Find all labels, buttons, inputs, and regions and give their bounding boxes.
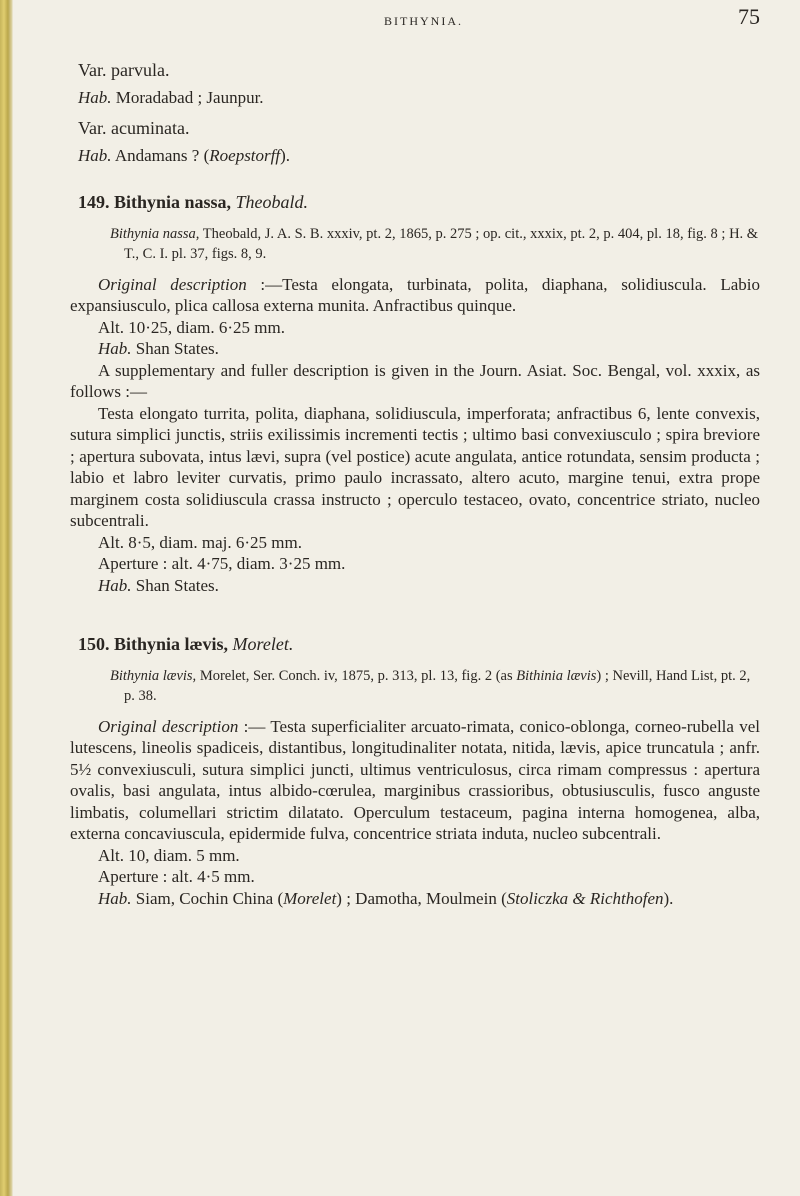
variety-heading-acuminata: Var. acuminata. (78, 118, 190, 138)
species-number: 149. (78, 192, 110, 212)
habitat-2-149 (98, 575, 760, 597)
orig-label: Original description (98, 716, 239, 736)
hab-end: ). (280, 145, 291, 165)
species-heading-150 (78, 634, 760, 656)
habitat-150 (98, 888, 760, 910)
original-description-149 (70, 274, 760, 317)
hab-text-2: ) ; Damotha, Moulmein ( (336, 888, 507, 908)
latin-description-149: Testa elongato turrita, polita, diaphana, solidiuscula, imperforata; anfractibus 6, lente convexis, sutura simplici junctis, striis exilissimis incrementi tectis ; ultimo basi convexiusculo ; spira breviore ; apertura subovata, intus lævi, supra (vel postice) acute angulata, antice rotundata, sensim producta ; labio et labro leviter curvatis, primo paulo incrassato, altero acuto, margine tenui, extra prope marginem costa solidiuscula crassa instructo ; operculo testaceo, ovato, concentrice striato, nucleo subcentrali. (70, 403, 760, 530)
syn-text: Theobald, J. A. S. B. xxxiv, pt. 2, 1865, p. 275 ; op. cit., xxxix, pt. 2, p. 404, pl. 18, fig. 8 ; H. & T., C. I. pl. 37, figs. 8, 9. (124, 225, 759, 262)
species-number: 150. (78, 634, 110, 654)
dimensions-2-149: Alt. 8·5, diam. maj. 6·25 mm. (98, 532, 302, 552)
species-name: Bithynia lævis, (114, 634, 229, 654)
hab-label: Hab. (98, 888, 132, 908)
orig-text: :—Testa elongata, turbinata, polita, diaphana, solidiuscula. Labio expansiusculo, plica callosa externa munita. Anfractibus quinque. (70, 274, 760, 315)
syn-name: Bithynia lævis, (110, 667, 197, 684)
hab-label: Hab. (98, 575, 132, 595)
running-title: BITHYNIA. (384, 14, 463, 28)
orig-text: :— Testa superficialiter arcuato-rimata, conico-oblonga, corneo-rubella vel lutescens, lineolis spadiceis, distantibus, longitudinaliter notata, nitida, lævis, apice truncatula ; anfr. 5½ convexiusculi, sutura simplici juncti, ultimus ventriculosus, circa rimam compressus : apertura ovalis, basi angulata, intus albido-cœrulea, marginibus crassioribus, obtusiusculis, fusco anguste limbatis, columellari strictim dilatato. Operculum testaceum, pagina interna homogenea, alba, externa concaviuscula, epidermide fulva, concentrice striata induta, nucleo subcentrali. (70, 716, 760, 843)
page-body (70, 60, 760, 909)
hab-text: Siam, Cochin China ( (131, 888, 284, 908)
page-number: 75 (738, 4, 760, 29)
running-head (70, 4, 760, 30)
hab-text: Shan States. (131, 339, 219, 358)
syn-text: Morelet, Ser. Conch. iv, 1875, p. 313, pl. 13, fig. 2 (as (196, 667, 517, 684)
species-name: Bithynia nassa, (114, 192, 232, 212)
variety-heading-parvula: Var. parvula. (78, 60, 170, 80)
aperture-149: Aperture : alt. 4·75, diam. 3·25 mm. (98, 554, 346, 573)
species-heading-149 (78, 192, 760, 214)
species-author: Morelet. (232, 634, 294, 654)
hab-end: ). (663, 888, 674, 908)
syn-name: Bithynia nassa, (110, 225, 200, 242)
syn-text-2: ) ; Nevill, Hand List, pt. 2, p. 38. (124, 667, 751, 704)
original-description-150 (70, 716, 760, 845)
hab-author-2: Stoliczka & Richthofen (506, 888, 664, 908)
species-author: Theobald. (235, 192, 309, 212)
hab-text: Shan States. (131, 575, 219, 595)
habitat-acuminata (78, 145, 760, 167)
hab-label: Hab. (78, 87, 112, 107)
habitat-parvula (78, 87, 760, 109)
aperture-150: Aperture : alt. 4·5 mm. (98, 867, 255, 886)
hab-text: Andamans ? ( (111, 145, 210, 165)
hab-text: Moradabad ; Jaunpur. (111, 87, 264, 107)
hab-label: Hab. (78, 145, 112, 165)
hab-author: Morelet (283, 888, 337, 908)
supplementary-note-149: A supplementary and fuller description is given in the Journ. Asiat. Soc. Bengal, vol. xxxix, as follows :— (70, 360, 760, 401)
hab-author: Roepstorff (209, 145, 281, 165)
syn-name-2: Bithinia lævis (516, 667, 597, 684)
synonymy-150 (110, 666, 760, 706)
section-gap (70, 596, 760, 608)
habitat-149 (98, 338, 760, 360)
orig-label: Original description (98, 274, 247, 294)
hab-label: Hab. (98, 339, 132, 358)
book-spine-edge (0, 0, 13, 1196)
dimensions-149: Alt. 10·25, diam. 6·25 mm. (98, 317, 285, 337)
synonymy-149 (110, 224, 760, 264)
dimensions-150: Alt. 10, diam. 5 mm. (98, 845, 240, 865)
